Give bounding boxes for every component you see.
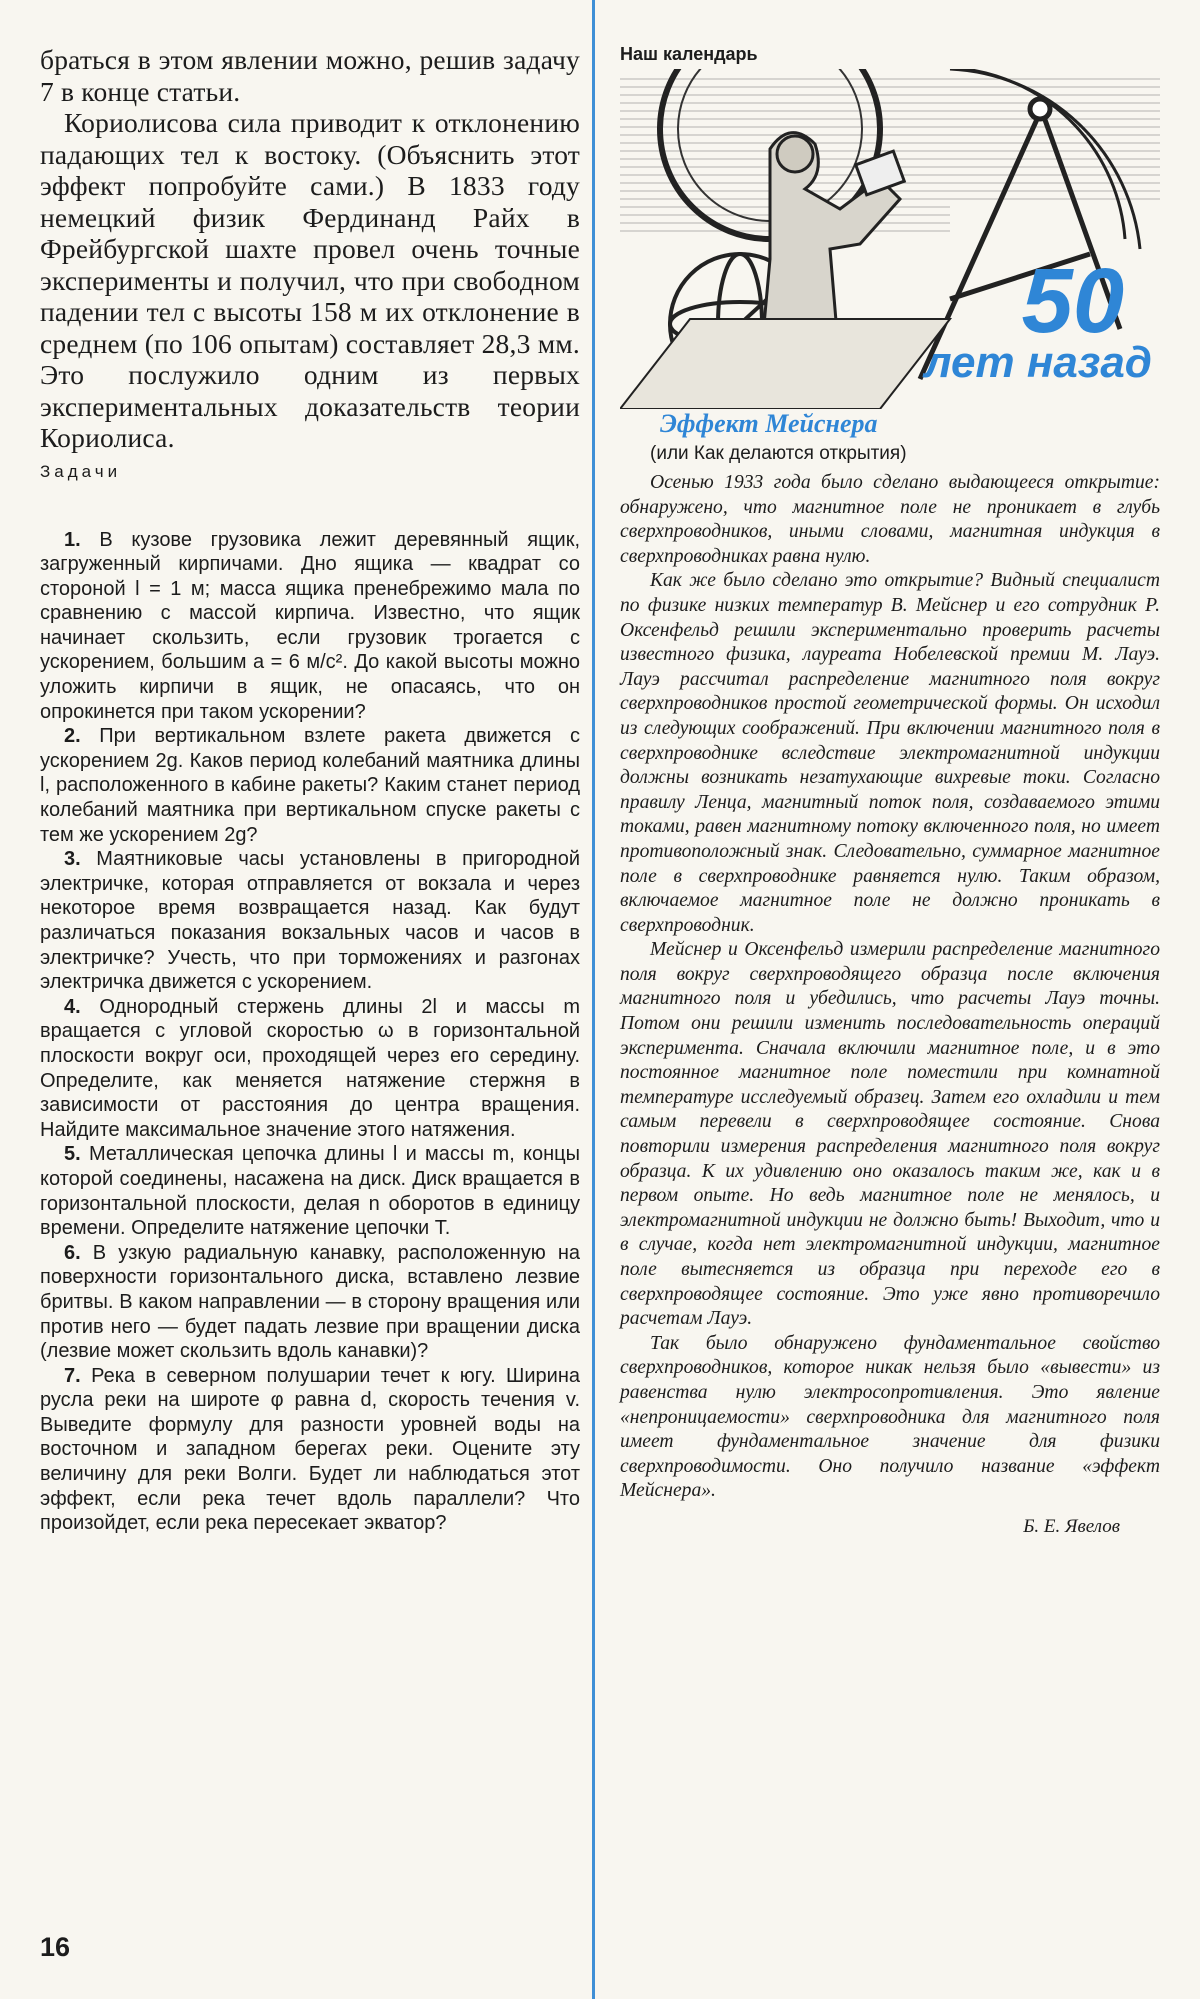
problem-text: Маятниковые часы установлены в пригородной электричке, которая отправляется от вокзала и через некоторое время возвращается назад. Как будут различаться показания вокзальных часов и часов в электричке? Учесть, что при торможениях и разгонах электричка движется с ускорением. <box>40 848 580 994</box>
problem-number: 3. <box>64 848 81 871</box>
problem-number: 1. <box>64 528 81 551</box>
problem-item <box>40 847 580 995</box>
problem-text: В кузове грузовика лежит деревянный ящик, загруженный кирпичами. Дно ящика — квадрат со стороной l = 1 м; масса ящика пренебрежимо мала по сравнению с массой кирпича. Известно, что ящик начинает скользить, если грузовик трогается с ускорением, большим a = 6 м/с². До какой высоты можно уложить кирпичи в ящик, не опасаясь, что он опрокинется при таком ускорении? <box>40 528 580 723</box>
problem-number: 6. <box>64 1241 81 1264</box>
problem-text: Река в северном полушарии течет к югу. Ширина русла реки на широте φ равна d, скорость течения v. Выведите формулу для разности уровней воды на восточном и западном берегах реки. Оцените эту величину для реки Волги. Будет ли наблюдаться этот эффект, если река течет вдоль параллели? Что произойдет, если река пересекает экватор? <box>40 1364 581 1535</box>
problem-number: 5. <box>64 1143 81 1166</box>
problem-text: Металлическая цепочка длины l и массы m, концы которой соединены, насажена на диск. Диск вращается в горизонтальной плоскости, делая n оборотов в единицу времени. Определите натяжение цепочки T. <box>40 1143 580 1240</box>
problem-text: При вертикальном взлете ракета движется с ускорением 2g. Каков период колебаний маятника длины l, расположенного в кабине ракеты? Каким станет период колебаний маятника при вертикальном спуске ракеты с тем же ускорением 2g? <box>40 725 580 846</box>
problems-list <box>40 528 580 1536</box>
article-paragraph: Мейснер и Оксенфельд измерили распределение магнитного поля вокруг сверхпроводящего образца после включения магнитного поля и убедились, что расчеты Лауэ точны. Потом они решили изменить последовательность операций эксперимента. Сначала включили магнитное поле, и в это постоянное магнитное поле поместили при комнатной температуре исследуемый образец. Затем его охладили и тем самым перевели в сверхпроводящее состояние. Снова повторили измерения распределения магнитного поля вокруг образца. К их удивлению оно оказалось таким же, как и в первом опыте. Но ведь магнитное поле не менялось, и электромагнитной индукции не должно быть! Выходит, что и в случае, когда нет электромагнитной индукции, магнитное поле вытесняется из образца при переходе его в сверхпроводящее состояние. Это уже явно противоречило расчетам Лауэ. <box>620 939 1160 1330</box>
anniversary-banner <box>620 69 1160 409</box>
problem-number: 7. <box>64 1364 81 1387</box>
calendar-label: Наш календарь <box>620 44 758 64</box>
intro-text <box>40 44 580 454</box>
article-paragraph: Как же было сделано это открытие? Видный специалист по физике низких температур В. Мейснер и его сотрудник Р. Оксенфельд решили экспериментально проверить расчеты известного физика, лауреата Нобелевской премии М. Лауэ. Лауэ рассчитал распределение магнитного поля вокруг сверхпроводников простой геометрической формы. Он исходил из следующих соображений. При включении магнитного поля в сверхпроводнике вследствие электромагнитной индукции должны возникать незатухающие вихревые токи. Согласно правилу Ленца, магнитный поток поля, создаваемого этими токами, равен магнитному потоку включенного поля, но имеет противоположный знак. Следовательно, суммарное магнитное поле в сверхпроводнике равняется нулю. Таким образом, включаемое магнитное поле не должно проникать в сверхпроводник. <box>620 570 1160 936</box>
intro-paragraph-1: браться в этом явлении можно, решив задачу 7 в конце статьи. <box>40 44 580 107</box>
problem-item <box>40 528 580 725</box>
intro-paragraph-2: Кориолисова сила приводит к отклонению падающих тел к востоку. (Объяснить этот эффект попробуйте сами.) В 1833 году немецкий физик Фердинанд Райх в Фрейбургской шахте провел очень точные эксперименты и получил, что при свободном падении тел с высоты 158 м их отклонение в среднем (по 106 опытам) составляет 28,3 мм. Это послужило одним из первых экспериментальных доказательств теории Кориолиса. <box>40 107 580 453</box>
anniversary-caption: лет назад <box>924 338 1152 387</box>
problem-item <box>40 1241 580 1364</box>
left-column <box>40 44 580 1536</box>
problem-text: Однородный стержень длины 2l и массы m вращается с угловой скоростью ω в горизонтальной плоскости вокруг оси, проходящей через его середину. Определите, как меняется натяжение стержня в зависимости от расстояния до центра вращения. Найдите максимальное значение этого натяжения. <box>40 995 580 1141</box>
article-subtitle: (или Как делаются открытия) <box>650 443 907 464</box>
problems-heading: Задачи <box>40 461 122 481</box>
problem-item <box>40 995 580 1143</box>
article-title: Эффект Мейснера <box>660 409 878 438</box>
page-number: 16 <box>40 1932 71 1962</box>
problem-text: В узкую радиальную канавку, расположенную на поверхности горизонтального диска, вставлено лезвие бритвы. В каком направлении — в сторону вращения или против него — будет падать лезвие при вращении диска (лезвие может скользить вдоль канавки)? <box>40 1241 580 1363</box>
article-body <box>620 471 1160 1504</box>
column-divider <box>592 0 595 1999</box>
problem-number: 2. <box>64 725 81 748</box>
problem-item <box>40 1142 580 1240</box>
problem-number: 4. <box>64 995 81 1018</box>
right-column <box>620 44 1160 1538</box>
problem-item <box>40 1364 580 1536</box>
problem-item <box>40 724 580 847</box>
article-paragraph: Так было обнаружено фундаментальное свойство сверхпроводников, которое никак нельзя было «вывести» из равенства нулю электросопротивления. Это явление «непроницаемости» сверхпроводника для магнитного поля имеет фундаментальное значение для физики сверхпроводимости. Оно получило название «эффект Мейснера». <box>620 1332 1160 1502</box>
article-author: Б. Е. Явелов <box>1023 1515 1120 1537</box>
anniversary-number: 50 <box>1021 250 1124 352</box>
article-paragraph: Осенью 1933 года было сделано выдающееся открытие: обнаружено, что магнитное поле не проникает в глубь сверхпроводников, иными словами, магнитная индукция в сверхпроводниках равна нулю. <box>620 472 1160 567</box>
